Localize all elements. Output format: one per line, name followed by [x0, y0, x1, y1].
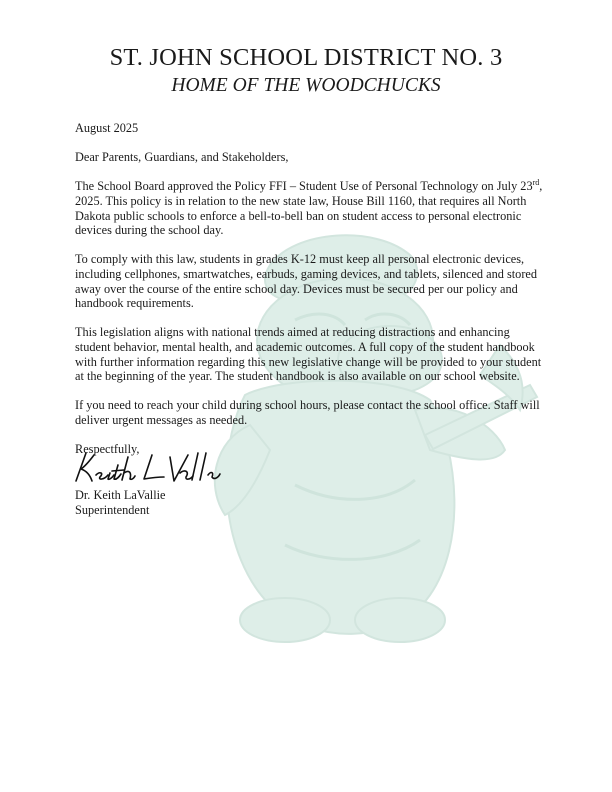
paragraph-policy-text-b: , 2025. This policy is in relation to the new state law, House Bill 1160, that requires all North Dakota public schools to enforce a bell-to-bell ban on student access to personal electronic devices during the school day.	[75, 179, 543, 238]
ordinal-suffix: rd	[532, 178, 540, 188]
paragraph-legislation: This legislation aligns with national trends aimed at reducing distractions and enhancing student behavior, mental health, and academic outcomes. A full copy of the student handbook with further information regarding this new legislative change will be provided to your student at the beginning of the year. The student handbook is also available on our school website.	[75, 325, 542, 384]
signer-name: Dr. Keith LaVallie	[75, 488, 166, 502]
letter-date: August 2025	[75, 121, 139, 135]
paragraph-policy-text-a: The School Board approved the Policy FFI – Student Use of Personal Technology on July 23	[75, 179, 533, 194]
district-name: ST. JOHN SCHOOL DISTRICT NO. 3	[109, 44, 503, 71]
paragraph-contact: If you need to reach your child during school hours, please contact the school office. Staff will deliver urgent messages as needed.	[75, 398, 540, 427]
closing: Respectfully,	[75, 442, 140, 457]
signer-title: Superintendent	[75, 503, 150, 517]
letterhead	[0, 44, 612, 98]
signature-image	[72, 447, 222, 485]
paragraph-compliance: To comply with this law, students in grades K-12 must keep all personal electronic devices, including cellphones, smartwatches, earbuds, gaming devices, and tablets, silenced and stored away over the course of the entire school day. Devices must be secured per our policy and handbook requirements.	[75, 252, 538, 311]
signer-block	[75, 488, 166, 518]
district-motto: HOME OF THE WOODCHUCKS	[171, 75, 441, 96]
letter-body	[75, 121, 545, 471]
paragraph-policy	[75, 179, 545, 237]
salutation: Dear Parents, Guardians, and Stakeholders,	[75, 150, 289, 165]
